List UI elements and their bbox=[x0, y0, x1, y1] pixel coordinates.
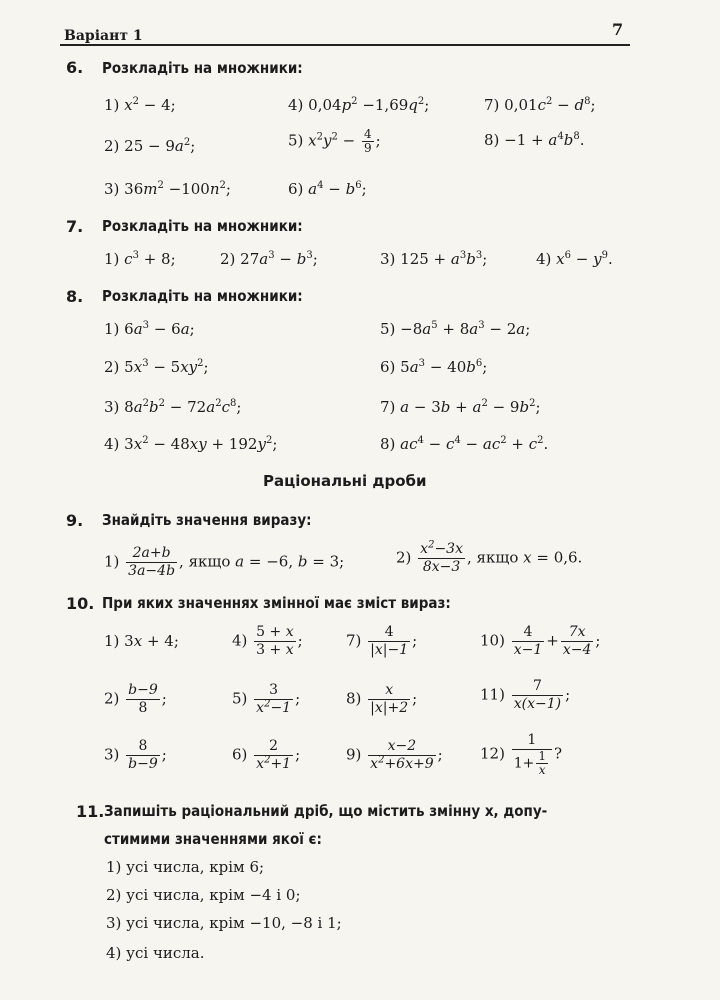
task-10-item-1: 1) 3x + 4; bbox=[104, 632, 179, 650]
task-6-item-1: 1) $x^2 - 4$; bbox=[104, 96, 176, 114]
task-8-item-2: 2) $5x^3 - 5xy^2$; bbox=[104, 358, 209, 376]
task-8-item-8: 8) $ac^4 - c^4 - ac^2 + c^2$. bbox=[380, 435, 549, 453]
section-title: Раціональні дроби bbox=[263, 472, 427, 490]
task-8-item-7: 7) $a - 3b + a^2 - 9b^2$; bbox=[380, 398, 541, 416]
task-6-instruction: Розкладіть на множники: bbox=[102, 59, 303, 77]
header-rule bbox=[60, 44, 630, 46]
page-number: 7 bbox=[612, 20, 624, 39]
task-10-item-12: 12) 1 1+ $\frac{1}{x}$ ? bbox=[480, 732, 563, 777]
task-7-number: 7. bbox=[66, 217, 84, 236]
task-10-instruction: При яких значеннях змінної має зміст вираз: bbox=[102, 594, 451, 612]
task-7-item-2: 2) $27a^3 - b^3$; bbox=[220, 250, 318, 268]
task-11-item-2: 2) усі числа, крім −4 і 0; bbox=[106, 886, 301, 904]
task-7-item-3: 3) $125 + a^3b^3$; bbox=[380, 250, 488, 268]
task-10-item-7: 7) $\frac{4}{|x|-1}$ ; bbox=[346, 624, 418, 658]
task-8-item-6: 6) $5a^3 - 40b^6$; bbox=[380, 358, 488, 376]
task-8-instruction: Розкладіть на множники: bbox=[102, 287, 303, 305]
task-9-item-1: 1) $\frac{2a+b}{3a-4b}$ , якщо a = −6, b = 3; bbox=[104, 545, 345, 579]
task-10-item-2: 2) $\frac{b-9}{8}$ ; bbox=[104, 682, 167, 716]
task-6-item-8: $8) -1 + a^4b^8$. bbox=[484, 131, 585, 149]
task-6-item-2: 2) $25 - 9a^2$; bbox=[104, 137, 196, 155]
task-11-instruction-line1: Запишіть раціональний дріб, що містить змінну x, допу- bbox=[104, 802, 548, 820]
task-11-item-4: 4) усі числа. bbox=[106, 944, 205, 962]
task-10-number: 10. bbox=[66, 594, 95, 613]
task-8-item-3: 3) $8a^2b^2 - 72a^2c^8$; bbox=[104, 398, 242, 416]
task-9-number: 9. bbox=[66, 511, 84, 530]
task-11-instruction-line2: стимими значеннями якої є: bbox=[104, 830, 322, 848]
task-11-number: 11. bbox=[76, 802, 105, 821]
task-6-number: 6. bbox=[66, 58, 84, 77]
task-10-item-8: 8) $\frac{x}{|x|+2}$ ; bbox=[346, 682, 418, 716]
task-6-item-4: 4) $0,04p^2 -1,69q^2$; bbox=[288, 96, 430, 114]
task-8-number: 8. bbox=[66, 287, 84, 306]
task-7-item-1: 1) $c^3 + 8$; bbox=[104, 250, 176, 268]
task-9-item-2: 2) $\frac{x^2-3x}{8x-3}$ , якщо x = 0,6. bbox=[396, 539, 583, 575]
task-6-item-5: 5) $x^2y^2$ − $\frac{4}{9}$ ; bbox=[288, 127, 381, 155]
variant-label: Варіант 1 bbox=[64, 28, 143, 44]
task-8-item-4: 4) $3x^2 - 48xy + 192y^2$; bbox=[104, 435, 278, 453]
task-6-item-7: 7) $0,01c^2 - d^8$; bbox=[484, 96, 596, 114]
task-7-item-4: 4) $x^6 - y^9$. bbox=[536, 250, 613, 268]
task-6-item-6: 6) $a^4 - b^6$; bbox=[288, 180, 367, 198]
task-10-item-6: 6) $\frac{2}{x^2+1}$ ; bbox=[232, 738, 301, 772]
task-10-item-9: 9) $\frac{x-2}{x^2+6x+9}$ ; bbox=[346, 738, 443, 772]
task-11-item-1: 1) усі числа, крім 6; bbox=[106, 858, 265, 876]
task-9-instruction: Знайдіть значення виразу: bbox=[102, 511, 312, 529]
task-7-instruction: Розкладіть на множники: bbox=[102, 217, 303, 235]
task-10-item-3: 3) $\frac{8}{b-9}$ ; bbox=[104, 738, 167, 772]
task-10-item-5: 5) $\frac{3}{x^2-1}$ ; bbox=[232, 682, 301, 716]
task-8-item-5: $5) -8a^5 + 8a^3 - 2a$; bbox=[380, 320, 531, 338]
task-10-item-11: 11) $\frac{7}{x(x-1)}$ ; bbox=[480, 678, 571, 712]
task-6-item-3: 3) $36m^2 -100n^2$; bbox=[104, 180, 231, 198]
task-10-item-10: 10) $\frac{4}{x-1}$ + $\frac{7x}{x-4}$ ; bbox=[480, 624, 601, 658]
task-11-item-3: 3) усі числа, крім −10, −8 і 1; bbox=[106, 914, 342, 932]
task-10-item-4: 4) $\frac{5 + x}{3 + x}$ ; bbox=[232, 624, 303, 658]
task-8-item-1: 1) $6a^3 - 6a$; bbox=[104, 320, 195, 338]
